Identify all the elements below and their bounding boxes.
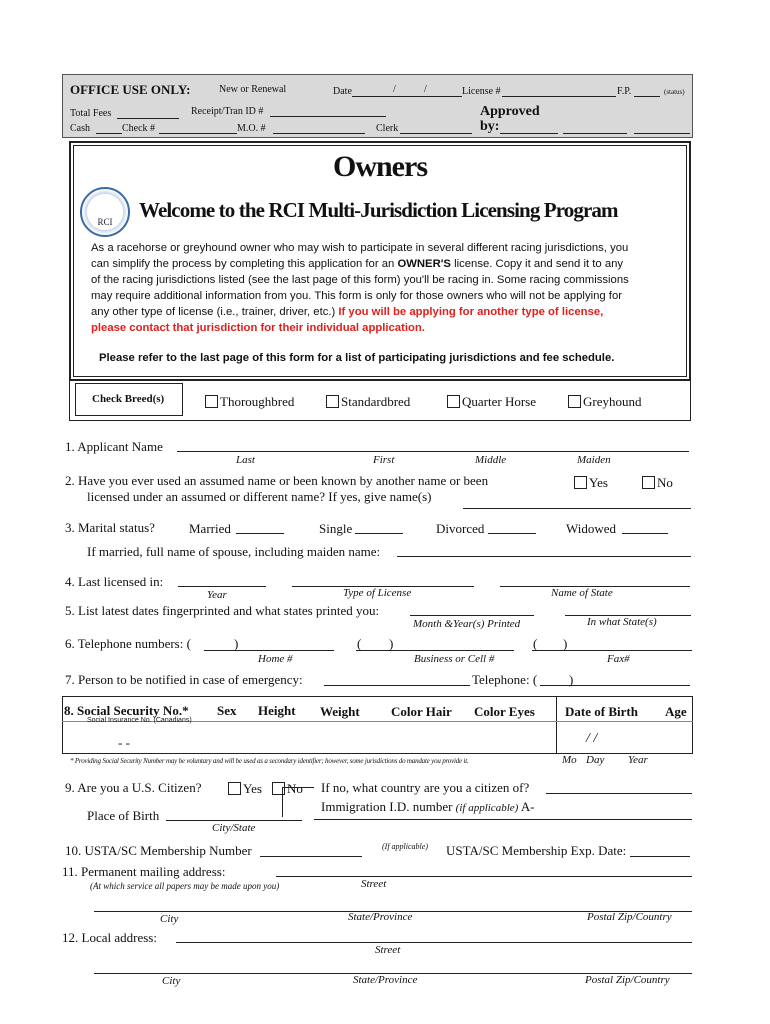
spouse-field[interactable] bbox=[397, 556, 691, 557]
office-fp-label: F.P. bbox=[617, 86, 632, 97]
home-phone-field[interactable] bbox=[204, 650, 334, 651]
usta-exp-label: USTA/SC Membership Exp. Date: bbox=[446, 843, 627, 858]
fax-caption: Fax# bbox=[607, 653, 630, 665]
mo-field[interactable] bbox=[273, 133, 365, 134]
last-licensed-year-field[interactable] bbox=[178, 586, 266, 587]
check-label: Check # bbox=[122, 123, 156, 134]
checkbox-thoroughbred[interactable] bbox=[205, 395, 218, 408]
welcome-heading: Welcome to the RCI Multi-Jurisdiction Licensing Program bbox=[139, 198, 618, 222]
total-fees-field[interactable] bbox=[117, 118, 179, 119]
intro-line-6: please contact that jurisdiction for their individual application. bbox=[91, 322, 425, 334]
day-caption: Day bbox=[586, 754, 605, 766]
cash-label: Cash bbox=[70, 123, 90, 134]
home-caption: Home # bbox=[258, 653, 293, 665]
office-license-field[interactable] bbox=[502, 96, 616, 97]
office-license-label: License # bbox=[462, 86, 501, 97]
widowed-field[interactable] bbox=[622, 533, 668, 534]
office-status-label: (status) bbox=[664, 88, 685, 96]
city-caption-12: City bbox=[162, 975, 181, 987]
last-licensed-label: 4. Last licensed in: bbox=[65, 574, 164, 589]
married-option: Married bbox=[189, 521, 231, 536]
breed-label: Check Breed(s) bbox=[92, 393, 165, 405]
emergency-label: 7. Person to be notified in case of emergency: bbox=[65, 672, 303, 687]
emergency-name-field[interactable] bbox=[324, 685, 470, 686]
breed-thoroughbred[interactable]: Thoroughbred bbox=[205, 394, 294, 410]
intro-line-1: As a racehorse or greyhound owner who may wish to participate in several different racing jurisdictions, you bbox=[91, 242, 629, 254]
checkbox-q2-yes[interactable] bbox=[574, 476, 587, 489]
local-street-field[interactable] bbox=[176, 942, 692, 943]
immigration-id-field[interactable] bbox=[314, 819, 692, 820]
q2-yes[interactable]: Yes bbox=[574, 475, 608, 491]
emergency-telephone-label: Telephone: ( bbox=[472, 672, 538, 687]
widowed-option: Widowed bbox=[566, 521, 617, 536]
approved-by-field-3[interactable] bbox=[634, 133, 690, 134]
maiden-caption: Maiden bbox=[577, 454, 611, 466]
city-state-caption: City/State bbox=[212, 822, 256, 834]
mo-caption: Mo bbox=[562, 754, 577, 766]
single-field[interactable] bbox=[355, 533, 403, 534]
approved-by-field-2[interactable] bbox=[563, 133, 627, 134]
checkbox-standardbred[interactable] bbox=[326, 395, 339, 408]
year-caption: Year bbox=[207, 589, 227, 601]
checkbox-citizen-yes[interactable] bbox=[228, 782, 241, 795]
refer-note: Please refer to the last page of this form for a list of participating jurisdictions and fee schedule. bbox=[99, 352, 615, 364]
office-use-title: OFFICE USE ONLY: bbox=[70, 82, 191, 97]
usta-number-label: 10. USTA/SC Membership Number bbox=[65, 843, 252, 858]
approved-by-field-1[interactable] bbox=[500, 133, 558, 134]
receipt-field[interactable] bbox=[270, 116, 386, 117]
street-caption-12: Street bbox=[375, 944, 401, 956]
applicant-name-field[interactable] bbox=[177, 451, 689, 452]
receipt-label: Receipt/Tran ID # bbox=[191, 106, 264, 117]
check-field[interactable] bbox=[159, 133, 237, 134]
new-or-renewal: New or Renewal bbox=[219, 84, 287, 95]
q2-no[interactable]: No bbox=[642, 475, 673, 491]
height-header: Height bbox=[258, 703, 296, 718]
age-header: Age bbox=[665, 704, 687, 719]
dob-slashes[interactable]: / / bbox=[586, 731, 598, 746]
divorced-option: Divorced bbox=[436, 521, 485, 536]
usta-exp-field[interactable] bbox=[630, 856, 690, 857]
q2-line-1: 2. Have you ever used an assumed name or been known by another name or been bbox=[65, 473, 489, 488]
last-caption: Last bbox=[236, 454, 255, 466]
breed-greyhound[interactable]: Greyhound bbox=[568, 394, 642, 410]
intro-line-4: may require additional information from you. This form is only for those owners who will not be applying for bbox=[91, 290, 622, 302]
rci-seal-icon: RCI bbox=[80, 187, 130, 237]
page-title: Owners bbox=[333, 150, 427, 183]
intro-line-3: of the racing jurisdictions listed (see the last page of this form) you'll be racing in. Some racing commissions bbox=[91, 274, 629, 286]
intro-line-2: can simplify the process by completing this application for an OWNER'S license. Copy it and send it to any bbox=[91, 258, 624, 270]
place-of-birth-field[interactable] bbox=[166, 820, 302, 821]
usta-if-applicable: (If applicable) bbox=[382, 842, 428, 851]
yr-caption: Year bbox=[628, 754, 648, 766]
business-caption: Business or Cell # bbox=[414, 653, 495, 665]
approved-by-label: by: bbox=[480, 119, 500, 134]
ssn-note: * Providing Social Security Number may be voluntary and will be used as a secondary identifier; however, some jurisdictions do mandate you provide it. bbox=[70, 757, 469, 765]
citizen-country-field[interactable] bbox=[546, 793, 692, 794]
q2-line-2: licensed under an assumed or different name? If yes, give name(s) bbox=[87, 489, 432, 504]
fingerprinted-label: 5. List latest dates fingerprinted and what states printed you: bbox=[65, 603, 380, 618]
name-of-state-caption: Name of State bbox=[551, 587, 613, 599]
usta-number-field[interactable] bbox=[260, 856, 362, 857]
cash-field[interactable] bbox=[96, 133, 122, 134]
local-address-label: 12. Local address: bbox=[62, 930, 157, 945]
in-what-state-caption: In what State(s) bbox=[587, 616, 657, 628]
office-date-label: Date bbox=[333, 86, 352, 97]
eyes-header: Color Eyes bbox=[474, 704, 535, 719]
street-caption-11: Street bbox=[361, 878, 387, 890]
office-date-field[interactable] bbox=[352, 96, 462, 97]
fax-field[interactable] bbox=[532, 650, 692, 651]
breed-standardbred[interactable]: Standardbred bbox=[326, 394, 410, 410]
emergency-telephone-field[interactable] bbox=[540, 685, 690, 686]
checkbox-quarter-horse[interactable] bbox=[447, 395, 460, 408]
hair-header: Color Hair bbox=[391, 704, 452, 719]
middle-caption: Middle bbox=[475, 454, 507, 466]
checkbox-q2-no[interactable] bbox=[642, 476, 655, 489]
clerk-field[interactable] bbox=[400, 133, 472, 134]
state-caption-12: State/Province bbox=[353, 974, 418, 986]
telephone-label: 6. Telephone numbers: ( bbox=[65, 636, 191, 651]
fingerprint-date-field[interactable] bbox=[410, 615, 534, 616]
ssn-dashes[interactable]: - - bbox=[118, 735, 130, 750]
married-field[interactable] bbox=[236, 533, 284, 534]
permanent-address-label: 11. Permanent mailing address: bbox=[62, 864, 226, 879]
dob-header: Date of Birth bbox=[565, 704, 638, 719]
state-caption-11: State/Province bbox=[348, 911, 413, 923]
citizen-no[interactable]: No bbox=[272, 781, 303, 797]
month-year-caption: Month &Year(s) Printed bbox=[413, 618, 521, 630]
city-caption-11: City bbox=[160, 913, 179, 925]
single-option: Single bbox=[319, 521, 353, 536]
approved-label: Approved bbox=[480, 104, 540, 119]
first-caption: First bbox=[373, 454, 395, 466]
marital-status-label: 3. Marital status? bbox=[65, 520, 155, 535]
citizen-yes[interactable]: Yes bbox=[228, 781, 262, 797]
permanent-street-field[interactable] bbox=[276, 876, 692, 877]
intro-line-5: any other type of license (i.e., trainer, driver, etc.) If you will be applying for another type of license, bbox=[91, 306, 604, 318]
checkbox-greyhound[interactable] bbox=[568, 395, 581, 408]
divorced-field[interactable] bbox=[488, 533, 536, 534]
mo-label: M.O. # bbox=[237, 123, 266, 134]
applicant-name-label: 1. Applicant Name bbox=[65, 439, 163, 454]
sin-label: Social Insurance No. (Canadians) bbox=[87, 717, 192, 724]
weight-header: Weight bbox=[320, 704, 360, 719]
permanent-address-note: (At which service all papers may be made upon you) bbox=[90, 881, 280, 891]
ssn-label: 8. Social Security No.* bbox=[64, 703, 189, 718]
business-phone-field[interactable] bbox=[356, 650, 514, 651]
type-of-license-caption: Type of License bbox=[343, 587, 412, 599]
zip-caption-12: Postal Zip/Country bbox=[585, 974, 670, 986]
immigration-label: Immigration I.D. number (if applicable) A- bbox=[321, 799, 535, 814]
place-of-birth-label: Place of Birth bbox=[87, 808, 160, 823]
breed-quarter-horse[interactable]: Quarter Horse bbox=[447, 394, 536, 410]
zip-caption-11: Postal Zip/Country bbox=[587, 911, 672, 923]
clerk-label: Clerk bbox=[376, 123, 399, 134]
spouse-label: If married, full name of spouse, including maiden name: bbox=[87, 544, 381, 559]
sex-header: Sex bbox=[217, 703, 237, 718]
total-fees-label: Total Fees bbox=[70, 108, 112, 119]
office-fp-field[interactable] bbox=[634, 96, 660, 97]
citizen-label: 9. Are you a U.S. Citizen? bbox=[65, 780, 202, 795]
if-no-country-label: If no, what country are you a citizen of? bbox=[321, 780, 530, 795]
assumed-name-field[interactable] bbox=[463, 508, 691, 509]
